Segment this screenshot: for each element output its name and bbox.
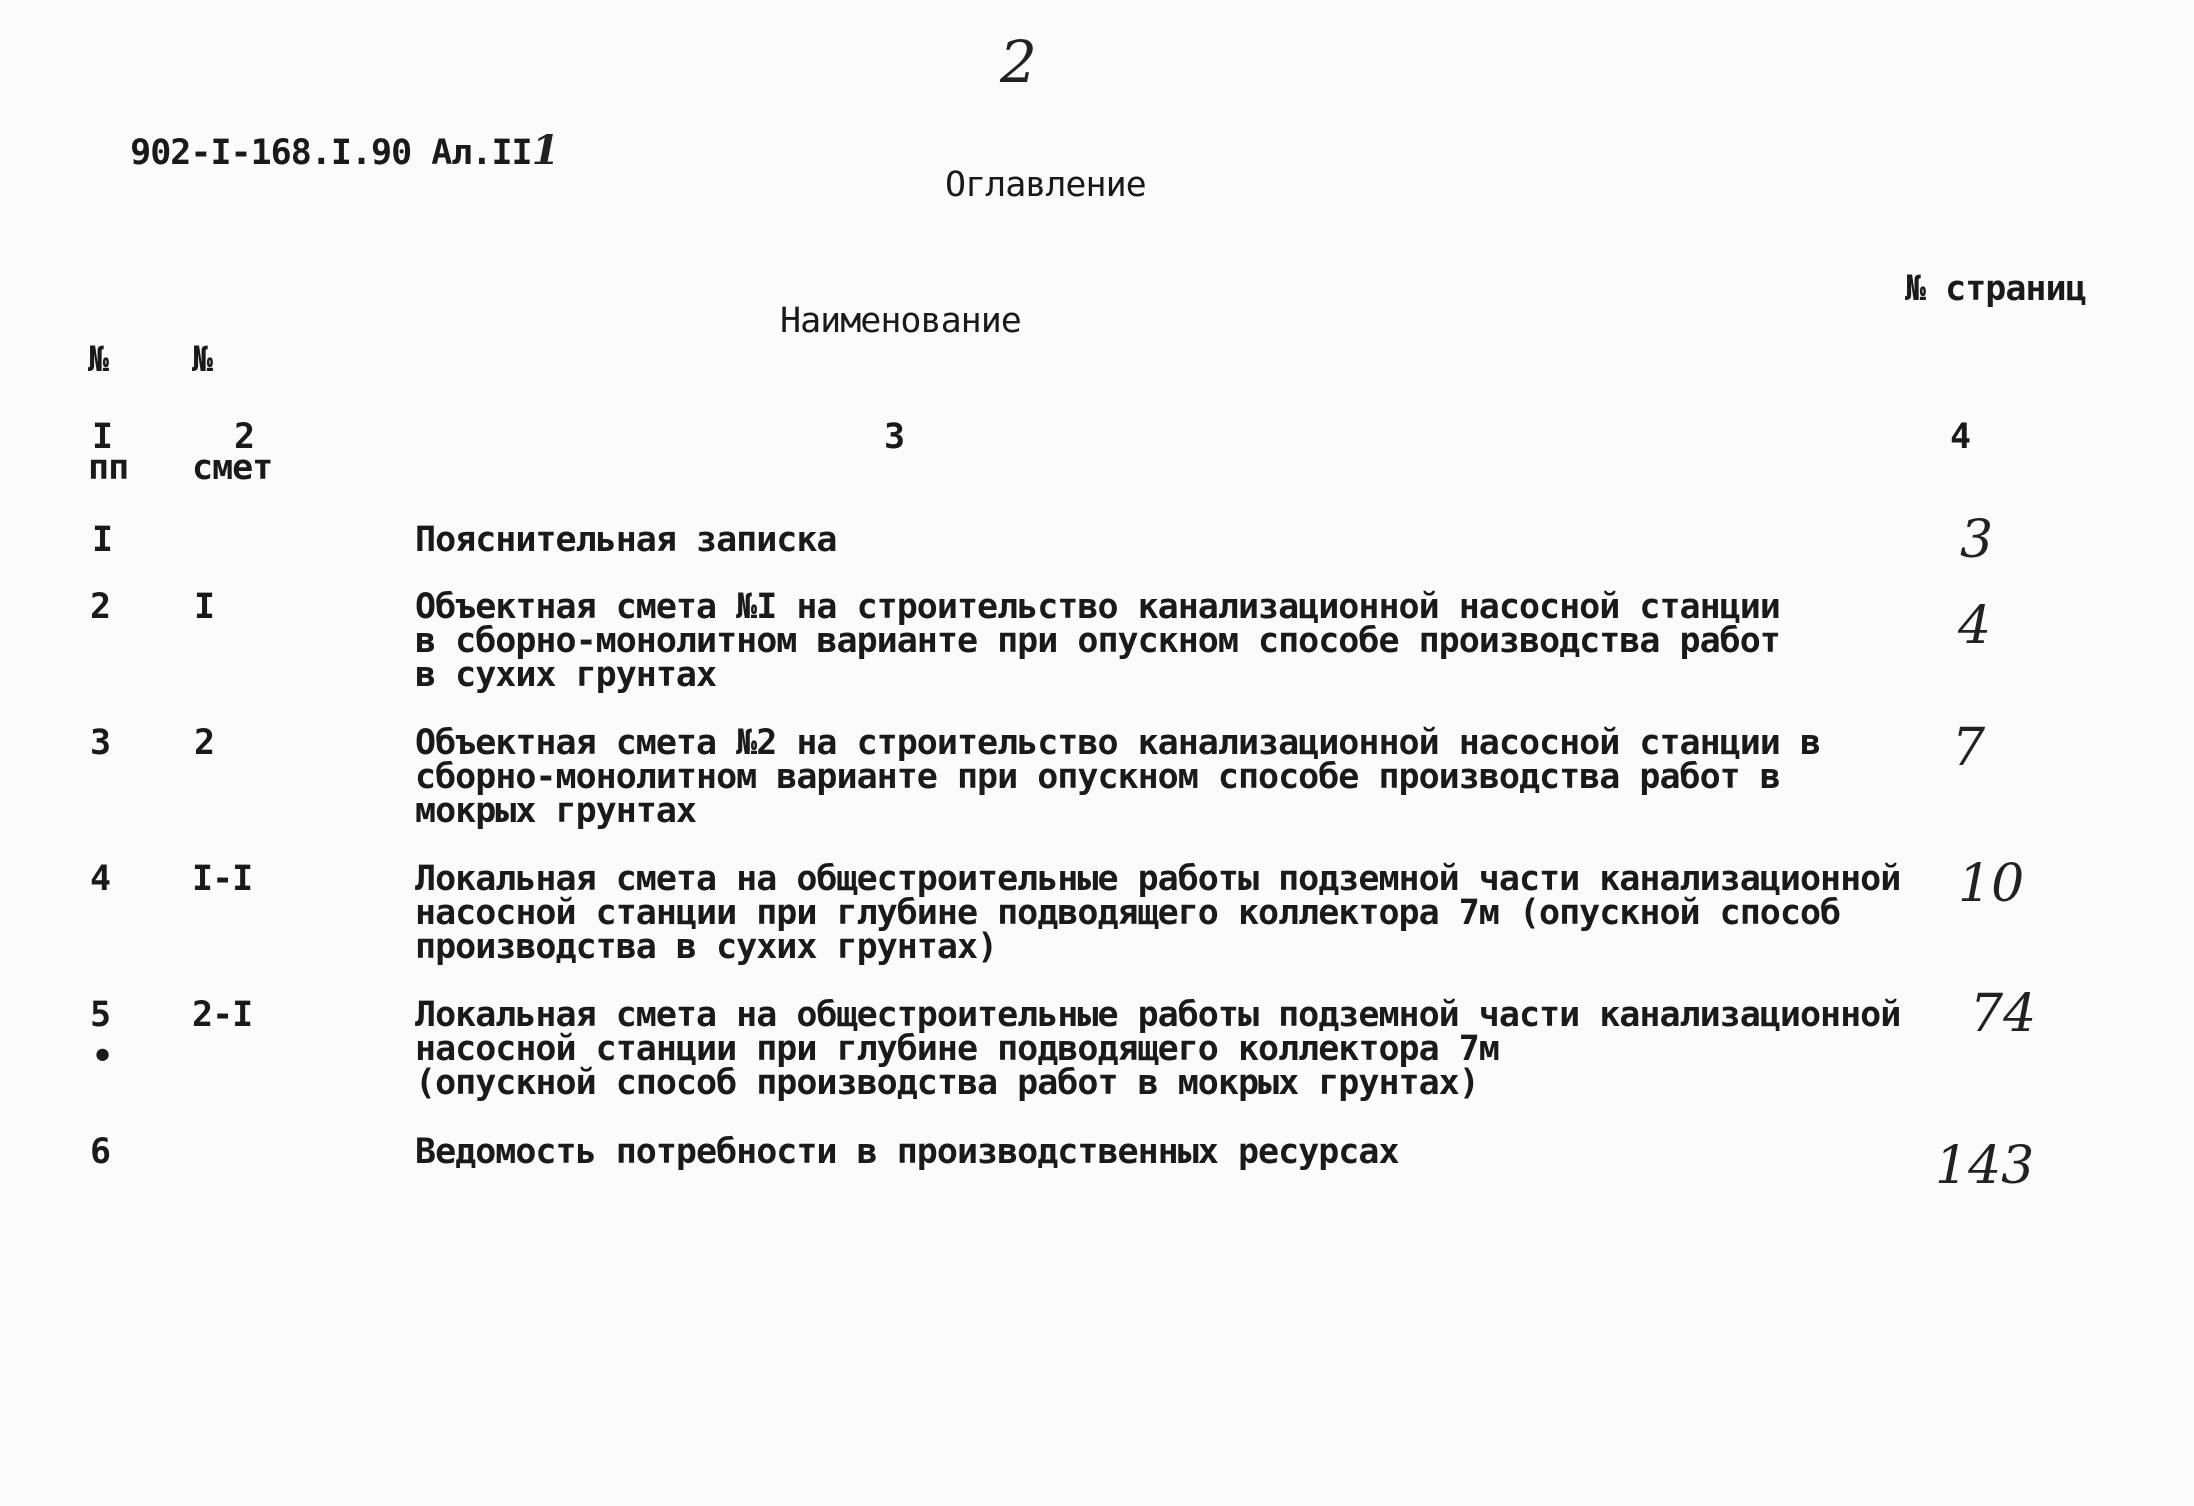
row-1-name [415, 520, 1945, 560]
column-number-2: 2 [234, 417, 255, 457]
header-col-smet [192, 270, 272, 522]
row-3-smet: 2 [194, 723, 215, 763]
row-2-name-line3: в сухих грунтах [415, 655, 717, 695]
column-number-3: 3 [884, 417, 905, 457]
row-6-pp: 6 [90, 1132, 111, 1172]
document-code-handwritten-mark: 1 [531, 127, 559, 174]
header-col-smet-line2: смет [192, 448, 273, 488]
document-code-text: 902-I-168.I.90 Ал.II [130, 133, 532, 173]
row-2-name-line1: Объектная смета №I на строительство канализационной насосной станции [415, 587, 1780, 627]
row-2-page: 4 [1958, 596, 1992, 656]
column-number-1: I [92, 417, 113, 457]
header-col-name: Наименование [780, 301, 1021, 341]
row-4-page: 10 [1958, 854, 2025, 914]
column-number-4: 4 [1950, 417, 1971, 457]
row-5-page: 74 [1970, 984, 2037, 1044]
row-2-smet: I [194, 587, 215, 627]
row-4-name-line2: насосной станции при глубине подводящего коллектора 7м (опускной способ [415, 893, 1841, 933]
row-2-pp: 2 [90, 587, 111, 627]
row-5-name-line1: Локальная смета на общестроительные работы подземной части канализационной [415, 995, 1901, 1035]
header-col-pp-line1: № [88, 340, 109, 380]
document-code [90, 98, 559, 174]
row-4-smet: I-I [192, 859, 253, 899]
header-col-pages: № страниц [1905, 269, 2086, 309]
header-col-smet-line1: № [192, 340, 213, 380]
row-3-name-line2: сборно-монолитном варианте при опускном способе производства работ в [415, 757, 1780, 797]
row-1-name-line1: Пояснительная записка [415, 520, 837, 560]
row-6-name [415, 1132, 1945, 1172]
row-3-name [415, 723, 1945, 831]
header-col-pp-line2: пп [88, 448, 129, 488]
row-4-name [415, 859, 1945, 967]
row-4-pp: 4 [90, 859, 111, 899]
row-3-pp: 3 [90, 723, 111, 763]
handwritten-page-number: 2 [1000, 28, 1037, 96]
row-2-name [415, 587, 1945, 695]
row-5-name-line3: (опускной способ производства работ в мокрых грунтах) [415, 1063, 1479, 1103]
row-1-pp: I [92, 520, 113, 560]
row-5-bullet: • [92, 1037, 113, 1077]
row-3-page: 7 [1952, 718, 1986, 778]
row-5-smet: 2-I [192, 995, 253, 1035]
row-3-name-line1: Объектная смета №2 на строительство канализационной насосной станции в [415, 723, 1821, 763]
row-6-name-line1: Ведомость потребности в производственных ресурсах [415, 1132, 1399, 1172]
row-5-name-line2: насосной станции при глубине подводящего коллектора 7м [415, 1029, 1499, 1069]
row-4-name-line1: Локальная смета на общестроительные работы подземной части канализационной [415, 859, 1901, 899]
row-6-page: 143 [1935, 1136, 2035, 1196]
row-5-pp: 5 [90, 995, 111, 1035]
row-5-name [415, 995, 1945, 1103]
row-2-name-line2: в сборно-монолитном варианте при опускном способе производства работ [415, 621, 1780, 661]
row-3-name-line3: мокрых грунтах [415, 791, 697, 831]
header-col-pp [88, 270, 128, 522]
page-title: Оглавление [945, 165, 1146, 205]
row-1-page: 3 [1960, 510, 1994, 570]
row-4-name-line3: производства в сухих грунтах) [415, 927, 998, 967]
